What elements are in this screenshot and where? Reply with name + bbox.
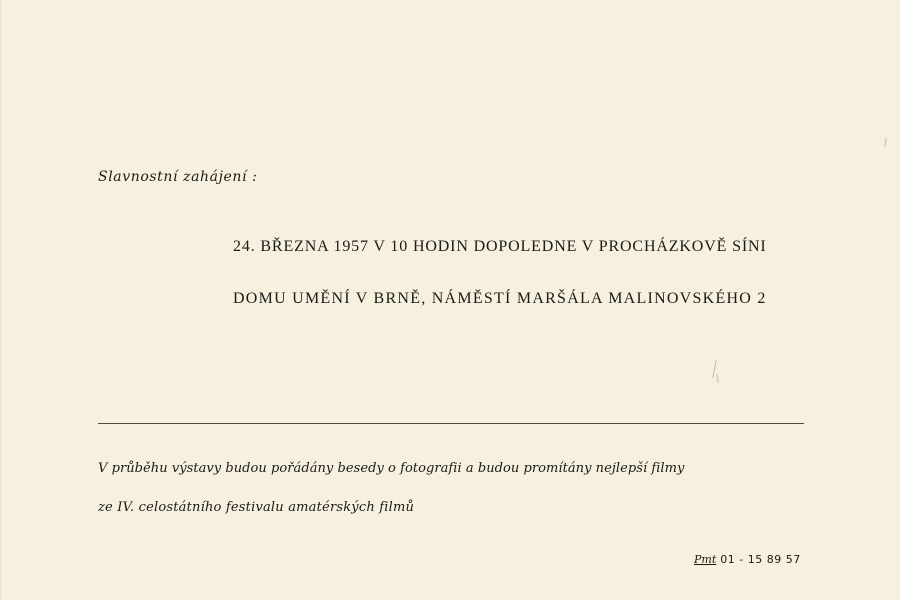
event-venue-address: DOMU UMĚNÍ V BRNĚ, NÁMĚSTÍ MARŠÁLA MALINOVSKÉHO 2	[233, 290, 767, 307]
section-divider	[98, 423, 804, 424]
paper-speck	[884, 138, 886, 147]
programme-note-line: V průběhu výstavy budou pořádány besedy o fotografii a budou promítány nejlepší filmy	[98, 461, 685, 476]
opening-heading: Slavnostní zahájení :	[98, 169, 258, 185]
print-number: 01 - 15 89 57	[720, 553, 801, 566]
event-date-time-place: 24. BŘEZNA 1957 V 10 HODIN DOPOLEDNE V PROCHÁZKOVĚ SÍNI	[233, 238, 767, 255]
pencil-mark	[716, 374, 719, 383]
programme-note-line: ze IV. celostátního festivalu amatérských filmů	[98, 500, 415, 515]
printer-mark: Pmt	[694, 553, 717, 566]
print-code	[694, 550, 801, 568]
